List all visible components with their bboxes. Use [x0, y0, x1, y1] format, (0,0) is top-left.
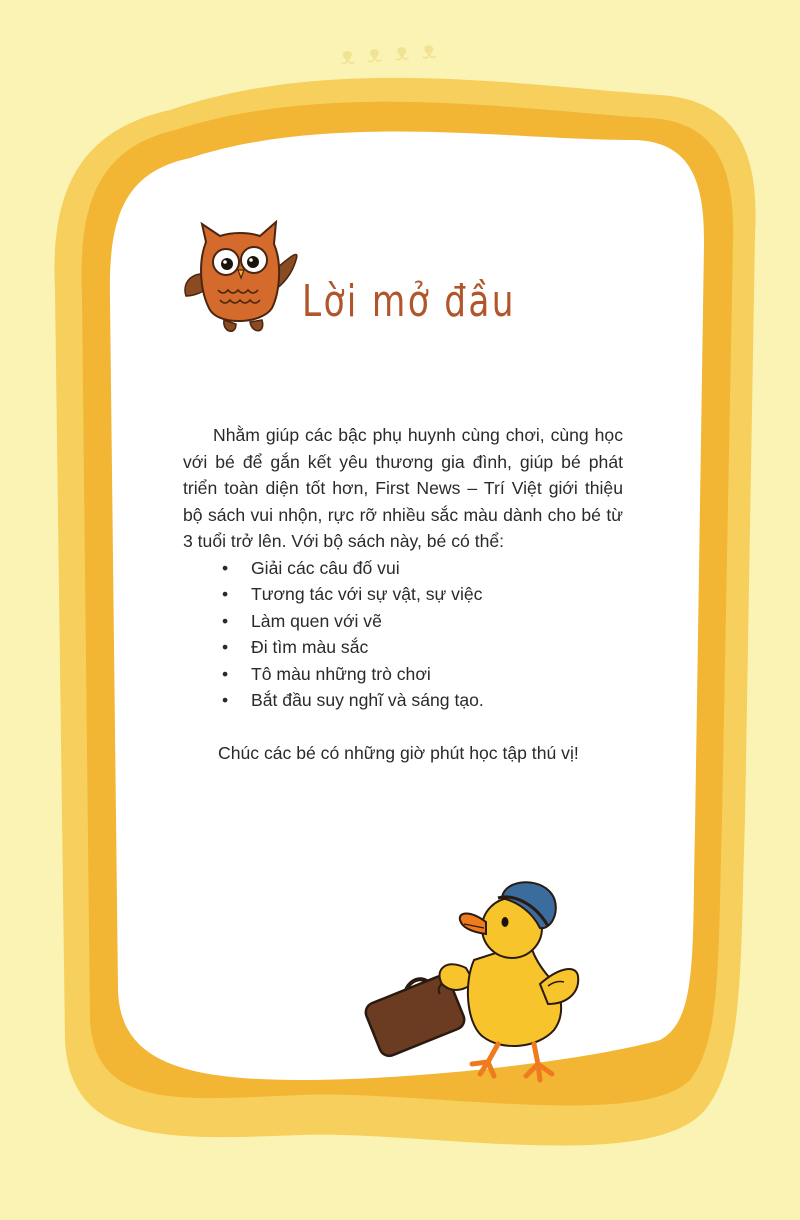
list-item: • Bắt đầu suy nghĩ và sáng tạo. — [183, 687, 623, 714]
body-text — [183, 422, 623, 766]
intro-paragraph: Nhằm giúp các bậc phụ huynh cùng chơi, cùng học với bé để gắn kết yêu thương gia đình, giúp bé phát triển toàn diện tốt hơn, First News – Trí Việt giới thiệu bộ sách vui nhộn, rực rỡ nhiều sắc màu dành cho bé từ 3 tuổi trở lên. Với bộ sách này, bé có thể: — [183, 425, 623, 551]
list-item: • Tô màu những trò chơi — [183, 661, 623, 688]
page-title: Lời mở đầu — [302, 276, 516, 327]
duck-with-suitcase-illustration — [362, 872, 588, 1090]
feature-list — [183, 555, 623, 714]
list-item: • Đi tìm màu sắc — [183, 634, 623, 661]
bleed-through: ᴥ ᴥ ᴥ ᴥ — [339, 36, 441, 71]
list-item: • Giải các câu đố vui — [183, 555, 623, 582]
list-item: • Làm quen với vẽ — [183, 608, 623, 635]
list-item: • Tương tác với sự vật, sự việc — [183, 581, 623, 608]
closing-line: Chúc các bé có những giờ phút học tập thú vị! — [218, 742, 579, 763]
owl-illustration — [180, 212, 300, 352]
